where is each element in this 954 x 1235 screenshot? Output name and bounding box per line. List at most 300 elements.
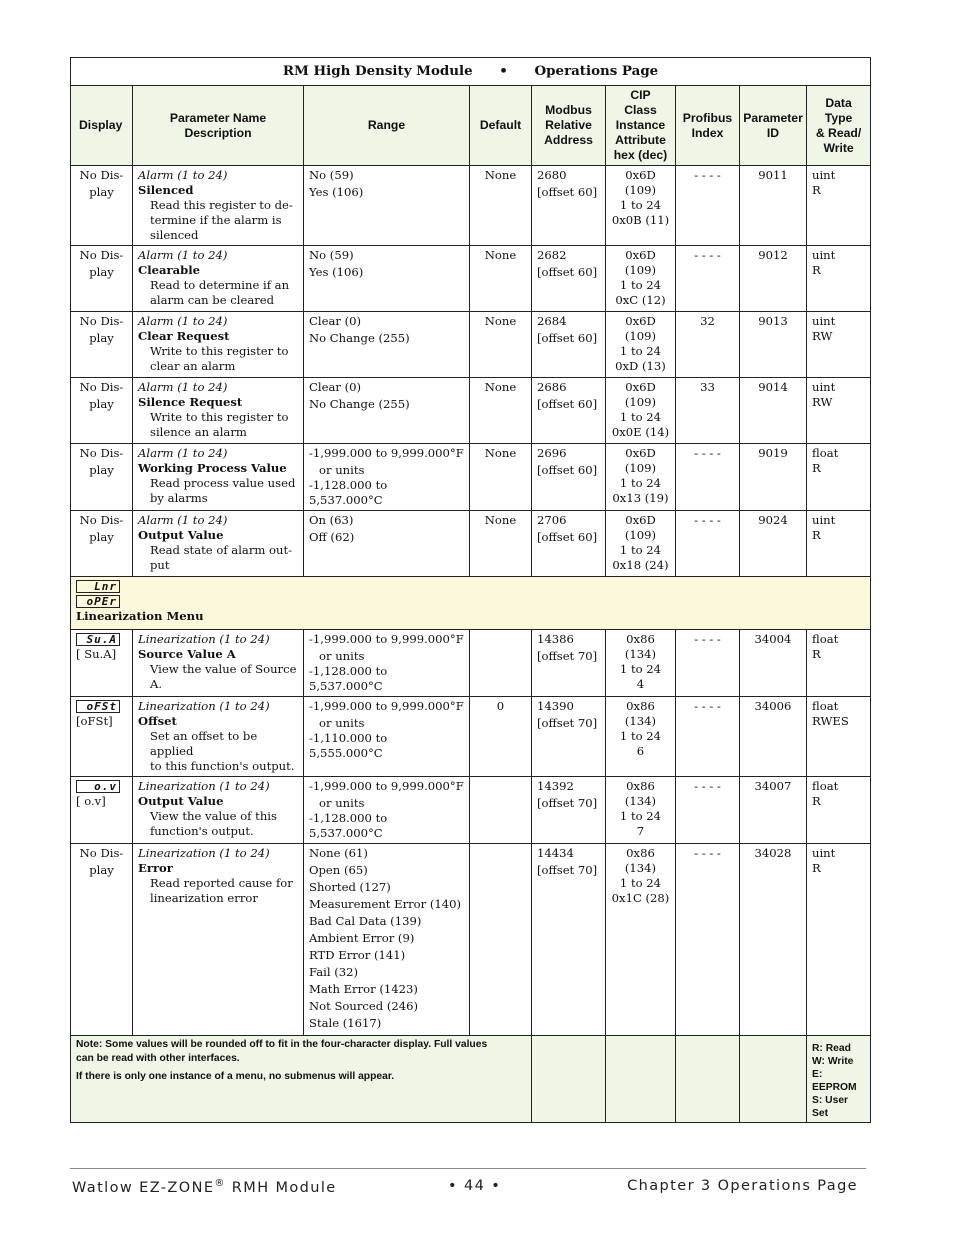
data-type-value: RW	[812, 329, 833, 343]
menu-label: Linearization Menu	[76, 609, 204, 623]
parameter-group: Alarm (1 to 24)	[138, 168, 228, 182]
parameter-cell	[133, 246, 304, 312]
display-code: [ Su.A]	[76, 647, 117, 661]
cip-value: 0x1C (28)	[611, 891, 670, 905]
parameter-cell	[133, 312, 304, 378]
cip-value: 1 to 24	[619, 278, 662, 292]
parameter-cell	[133, 777, 304, 844]
range-value: or units	[319, 649, 365, 663]
parameter-id-cell: 34006	[740, 697, 807, 777]
parameter-cell	[133, 844, 304, 1036]
header-row	[71, 86, 871, 166]
lcd-display-icon: oFSt	[76, 700, 120, 713]
cip-value: 4	[636, 677, 645, 691]
data-type-value: R	[812, 183, 821, 197]
range-value: or units	[319, 796, 365, 810]
cip-value: (134)	[624, 714, 657, 728]
range-cell	[304, 844, 470, 1036]
note-line: Note: Some values will be rounded off to fit in the four-character display. Full values	[76, 1039, 488, 1050]
table-row	[71, 246, 871, 312]
cip-value: (109)	[624, 183, 657, 197]
parameter-group: Alarm (1 to 24)	[138, 248, 228, 262]
header-line: Profibus	[682, 110, 733, 125]
modbus-value: [offset 60]	[537, 331, 598, 345]
display-text: play	[89, 463, 114, 477]
display-text: No Dis-	[79, 513, 124, 527]
modbus-cell	[532, 511, 606, 577]
modbus-cell	[532, 697, 606, 777]
header-display: Display	[71, 86, 133, 166]
modbus-value: [offset 70]	[537, 796, 598, 810]
default-cell	[470, 844, 532, 1036]
modbus-cell	[532, 378, 606, 444]
data-type-cell	[807, 697, 871, 777]
parameter-id-cell: 9012	[740, 246, 807, 312]
legend-eeprom: E: EEPROM	[812, 1069, 857, 1093]
range-value: No (59)	[309, 168, 354, 182]
parameter-name: Silenced	[138, 183, 194, 197]
lcd-wrap	[76, 632, 127, 647]
parameter-description: View the value of this	[150, 809, 277, 823]
range-value: Stale (1617)	[309, 1016, 382, 1030]
range-value: Bad Cal Data (139)	[309, 914, 422, 928]
parameter-id-cell: 9014	[740, 378, 807, 444]
data-type-value: RWES	[812, 714, 849, 728]
cip-value: 1 to 24	[619, 729, 662, 743]
header-modbus	[532, 86, 606, 166]
cip-value: 0x0E (14)	[611, 425, 670, 439]
parameter-description: Read reported cause for	[150, 876, 293, 890]
cip-value: 7	[636, 824, 645, 838]
header-line: Parameter	[743, 110, 803, 125]
modbus-value: [offset 60]	[537, 397, 598, 411]
table-row	[71, 166, 871, 246]
profibus-cell: - - - -	[676, 246, 740, 312]
profibus-cell: - - - -	[676, 630, 740, 697]
data-type-cell	[807, 246, 871, 312]
linearization-menu-row	[71, 577, 871, 630]
modbus-value: 2686	[537, 380, 567, 394]
table-row	[71, 630, 871, 697]
cip-cell	[606, 444, 676, 511]
range-value: No (59)	[309, 248, 354, 262]
parameter-id-cell: 9019	[740, 444, 807, 511]
notes-row	[71, 1036, 871, 1123]
parameter-description: Read this register to de-	[150, 198, 293, 212]
modbus-value: 2706	[537, 513, 567, 527]
lcd-wrap	[76, 699, 127, 714]
data-type-value: float	[812, 779, 839, 793]
footer-module: RMH Module	[225, 1179, 337, 1196]
display-cell	[71, 246, 133, 312]
range-value: -1,999.000 to 9,999.000°F	[309, 699, 464, 713]
range-value: Off (62)	[309, 530, 355, 544]
modbus-cell	[532, 444, 606, 511]
linearization-menu-cell	[71, 577, 871, 630]
range-value: RTD Error (141)	[309, 948, 406, 962]
range-cell	[304, 246, 470, 312]
range-value: None (61)	[309, 846, 368, 860]
display-cell	[71, 378, 133, 444]
parameter-description: View the value of Source	[150, 662, 297, 676]
parameter-group: Linearization (1 to 24)	[138, 779, 270, 793]
header-line: Attribute	[615, 133, 666, 147]
module-title: RM High Density Module	[282, 63, 473, 79]
parameter-name: Output Value	[138, 794, 224, 808]
range-value: Clear (0)	[309, 380, 362, 394]
display-code: [ o.v]	[76, 794, 106, 808]
display-text: play	[89, 863, 114, 877]
range-value: -1,999.000 to 9,999.000°F	[309, 446, 464, 460]
table-row	[71, 444, 871, 511]
legend-cell	[807, 1036, 871, 1123]
parameter-name: Offset	[138, 714, 177, 728]
cip-value: 0x86	[626, 632, 655, 646]
profibus-cell: - - - -	[676, 511, 740, 577]
header-default: Default	[470, 86, 532, 166]
modbus-cell	[532, 630, 606, 697]
cip-cell	[606, 697, 676, 777]
page-number: • 44 •	[448, 1178, 502, 1194]
profibus-cell: - - - -	[676, 777, 740, 844]
note-line: can be read with other interfaces.	[76, 1053, 240, 1064]
header-line: Modbus	[545, 103, 592, 117]
parameter-name: Clear Request	[138, 329, 230, 343]
table-row	[71, 697, 871, 777]
alarm-rows	[71, 166, 871, 577]
profibus-cell: - - - -	[676, 844, 740, 1036]
range-value: Measurement Error (140)	[309, 897, 462, 911]
legend-user-set: S: User Set	[812, 1095, 849, 1119]
display-text: No Dis-	[79, 168, 124, 182]
legend-write: W: Write	[812, 1056, 854, 1067]
lcd-lnr-icon: Lnr	[76, 580, 120, 593]
modbus-value: [offset 60]	[537, 185, 598, 199]
data-type-value: float	[812, 446, 839, 460]
cip-value: 0x13 (19)	[612, 491, 669, 505]
cip-value: 0x6D	[625, 380, 656, 394]
display-code: [oFSt]	[76, 714, 113, 728]
notes-empty	[676, 1036, 740, 1123]
cip-value: (109)	[624, 329, 657, 343]
linearization-rows	[71, 630, 871, 1036]
cip-value: (109)	[624, 263, 657, 277]
table-row	[71, 844, 871, 1036]
range-value: Yes (106)	[309, 265, 364, 279]
parameter-description: alarm can be cleared	[150, 293, 275, 307]
data-type-cell	[807, 630, 871, 697]
display-text: play	[89, 185, 114, 199]
legend-read: R: Read	[812, 1043, 851, 1054]
header-line: & Read/	[815, 125, 862, 140]
modbus-cell	[532, 246, 606, 312]
range-cell	[304, 630, 470, 697]
cip-value: 0x18 (24)	[612, 558, 669, 572]
modbus-cell	[532, 844, 606, 1036]
data-type-value: uint	[812, 846, 836, 860]
modbus-cell	[532, 166, 606, 246]
modbus-value: 2680	[537, 168, 567, 182]
profibus-cell: 32	[676, 312, 740, 378]
range-value: -1,128.000 to 5,537.000°C	[309, 811, 388, 840]
lcd-display-icon: o.v	[76, 780, 120, 793]
parameter-cell	[133, 630, 304, 697]
parameter-description: termine if the alarm is	[150, 213, 282, 227]
table-row	[71, 378, 871, 444]
lcd-display-icon: Su.A	[76, 633, 120, 646]
display-text: No Dis-	[79, 314, 124, 328]
footer-chapter: Chapter 3 Operations Page	[627, 1178, 858, 1194]
header-range: Range	[304, 86, 470, 166]
cip-cell	[606, 312, 676, 378]
data-type-value: R	[812, 861, 821, 875]
modbus-cell	[532, 777, 606, 844]
header-line: Address	[544, 133, 593, 147]
range-value: -1,999.000 to 9,999.000°F	[309, 632, 464, 646]
cip-value: (109)	[624, 395, 657, 409]
parameter-name: Error	[138, 861, 173, 875]
modbus-cell	[532, 312, 606, 378]
cip-value: 0xD (13)	[615, 359, 666, 373]
data-type-value: uint	[812, 513, 836, 527]
range-cell	[304, 777, 470, 844]
parameter-description: clear an alarm	[150, 359, 236, 373]
parameter-cell	[133, 444, 304, 511]
cip-value: 1 to 24	[619, 344, 662, 358]
data-type-value: R	[812, 794, 821, 808]
display-text: play	[89, 331, 114, 345]
modbus-value: 2682	[537, 248, 567, 262]
parameter-group: Alarm (1 to 24)	[138, 513, 228, 527]
range-value: On (63)	[309, 513, 354, 527]
parameter-cell	[133, 697, 304, 777]
range-value: -1,128.000 to 5,537.000°C	[309, 478, 388, 507]
cip-value: 0x86	[626, 779, 655, 793]
default-cell: None	[470, 511, 532, 577]
display-text: play	[89, 530, 114, 544]
cip-value: (109)	[624, 461, 657, 475]
default-cell: None	[470, 378, 532, 444]
cip-value: 0x6D	[625, 513, 656, 527]
range-cell	[304, 697, 470, 777]
range-value: Shorted (127)	[309, 880, 391, 894]
display-text: No Dis-	[79, 446, 124, 460]
cip-cell	[606, 378, 676, 444]
footer-left	[72, 1178, 337, 1196]
data-type-cell	[807, 511, 871, 577]
display-text: play	[89, 397, 114, 411]
cip-value: 1 to 24	[619, 410, 662, 424]
modbus-value: 14386	[537, 632, 574, 646]
parameter-description: silenced	[150, 228, 199, 242]
parameter-id-cell: 34004	[740, 630, 807, 697]
display-cell	[71, 844, 133, 1036]
parameter-description: Read state of alarm out-	[150, 543, 293, 557]
data-type-value: R	[812, 461, 821, 475]
cip-value: 0x86	[626, 699, 655, 713]
header-line: ID	[766, 125, 780, 140]
registered-mark: ®	[214, 1178, 226, 1189]
cip-cell	[606, 777, 676, 844]
display-cell	[71, 697, 133, 777]
range-cell	[304, 312, 470, 378]
modbus-value: 14390	[537, 699, 574, 713]
data-type-value: RW	[812, 395, 833, 409]
parameter-name: Source Value A	[138, 647, 236, 661]
parameter-description: silence an alarm	[150, 425, 247, 439]
range-value: Fail (32)	[309, 965, 359, 979]
default-cell	[470, 777, 532, 844]
display-text: play	[89, 265, 114, 279]
default-cell: None	[470, 444, 532, 511]
range-value: Clear (0)	[309, 314, 362, 328]
range-value: or units	[319, 463, 365, 477]
data-type-value: uint	[812, 168, 836, 182]
parameter-name: Clearable	[138, 263, 201, 277]
parameter-name: Output Value	[138, 528, 224, 542]
header-param-id	[740, 86, 807, 166]
data-type-value: R	[812, 528, 821, 542]
notes-empty	[532, 1036, 606, 1123]
modbus-value: [offset 70]	[537, 649, 598, 663]
cip-value: 0x6D	[625, 248, 656, 262]
parameter-group: Alarm (1 to 24)	[138, 314, 228, 328]
display-text: No Dis-	[79, 380, 124, 394]
modbus-value: [offset 70]	[537, 716, 598, 730]
parameter-id-cell: 9024	[740, 511, 807, 577]
table-row	[71, 777, 871, 844]
header-line: Data	[825, 95, 852, 110]
range-value: -1,999.000 to 9,999.000°F	[309, 779, 464, 793]
data-type-value: float	[812, 632, 839, 646]
cip-value: 6	[636, 744, 645, 758]
display-cell	[71, 511, 133, 577]
header-cip	[606, 86, 676, 166]
notes-empty	[740, 1036, 807, 1123]
parameter-description: function's output.	[150, 824, 254, 838]
modbus-value: [offset 70]	[537, 863, 598, 877]
cip-value: 0x6D	[625, 314, 656, 328]
modbus-value: 14392	[537, 779, 574, 793]
cip-value: 0x0B (11)	[611, 213, 670, 227]
data-type-value: uint	[812, 314, 836, 328]
display-cell	[71, 166, 133, 246]
range-cell	[304, 511, 470, 577]
parameter-id-cell: 9011	[740, 166, 807, 246]
range-value: Not Sourced (246)	[309, 999, 419, 1013]
header-profibus	[676, 86, 740, 166]
modbus-value: [offset 60]	[537, 530, 598, 544]
cip-value: 1 to 24	[619, 662, 662, 676]
parameter-cell	[133, 378, 304, 444]
cip-value: 1 to 24	[619, 809, 662, 823]
parameter-id-cell: 9013	[740, 312, 807, 378]
range-value: -1,110.000 to 5,555.000°C	[309, 731, 388, 760]
parameter-id-cell: 34028	[740, 844, 807, 1036]
default-cell: None	[470, 246, 532, 312]
cip-cell	[606, 844, 676, 1036]
data-type-cell	[807, 844, 871, 1036]
data-type-value: uint	[812, 380, 836, 394]
header-line: hex (dec)	[613, 148, 668, 162]
parameter-group: Linearization (1 to 24)	[138, 632, 270, 646]
parameter-description: by alarms	[150, 491, 208, 505]
display-cell	[71, 777, 133, 844]
default-cell: None	[470, 166, 532, 246]
parameter-name: Working Process Value	[138, 461, 287, 475]
data-type-value: float	[812, 699, 839, 713]
cip-value: (109)	[624, 528, 657, 542]
header-line: Parameter Name	[169, 110, 267, 125]
range-value: Math Error (1423)	[309, 982, 418, 996]
parameter-description: to this function's output.	[150, 759, 295, 773]
range-value: -1,128.000 to 5,537.000°C	[309, 664, 388, 693]
cip-cell	[606, 511, 676, 577]
cip-value: 1 to 24	[619, 543, 662, 557]
parameter-id-cell: 34007	[740, 777, 807, 844]
parameter-description: linearization error	[150, 891, 258, 905]
data-type-value: R	[812, 647, 821, 661]
profibus-cell: 33	[676, 378, 740, 444]
cip-cell	[606, 166, 676, 246]
data-type-cell	[807, 777, 871, 844]
parameter-cell	[133, 166, 304, 246]
parameter-description: Write to this register to	[150, 344, 289, 358]
cip-value: (134)	[624, 861, 657, 875]
parameter-description: put	[150, 558, 170, 572]
cip-value: 0x86	[626, 846, 655, 860]
header-line: Class	[624, 103, 657, 117]
notes-empty	[606, 1036, 676, 1123]
range-value: No Change (255)	[309, 331, 410, 345]
lcd-oper-icon: oPEr	[76, 595, 120, 608]
display-cell	[71, 444, 133, 511]
header-line: Instance	[615, 118, 666, 132]
modbus-value: [offset 60]	[537, 265, 598, 279]
cip-value: 1 to 24	[619, 476, 662, 490]
header-line: Type	[824, 110, 853, 125]
table-row	[71, 312, 871, 378]
header-line: Write	[823, 140, 854, 155]
range-value: Yes (106)	[309, 185, 364, 199]
profibus-cell: - - - -	[676, 697, 740, 777]
parameter-name: Silence Request	[138, 395, 243, 409]
display-text: No Dis-	[79, 248, 124, 262]
profibus-cell: - - - -	[676, 444, 740, 511]
parameter-group: Linearization (1 to 24)	[138, 846, 270, 860]
cip-value: 0x6D	[625, 168, 656, 182]
default-cell: 0	[470, 697, 532, 777]
parameter-description: Set an offset to be applied	[150, 729, 258, 758]
page-footer	[70, 1168, 866, 1196]
parameter-description: Write to this register to	[150, 410, 289, 424]
data-type-cell	[807, 166, 871, 246]
modbus-value: [offset 60]	[537, 463, 598, 477]
modbus-value: 2696	[537, 446, 567, 460]
data-type-cell	[807, 378, 871, 444]
cip-value: (134)	[624, 647, 657, 661]
parameter-description: Read process value used	[150, 476, 296, 490]
range-value: No Change (255)	[309, 397, 410, 411]
data-type-cell	[807, 444, 871, 511]
display-text: No Dis-	[79, 846, 124, 860]
modbus-value: 14434	[537, 846, 574, 860]
header-line: CIP	[630, 88, 651, 102]
parameter-table	[70, 57, 871, 1123]
parameter-group: Linearization (1 to 24)	[138, 699, 270, 713]
parameter-description: Read to determine if an	[150, 278, 290, 292]
default-cell	[470, 630, 532, 697]
